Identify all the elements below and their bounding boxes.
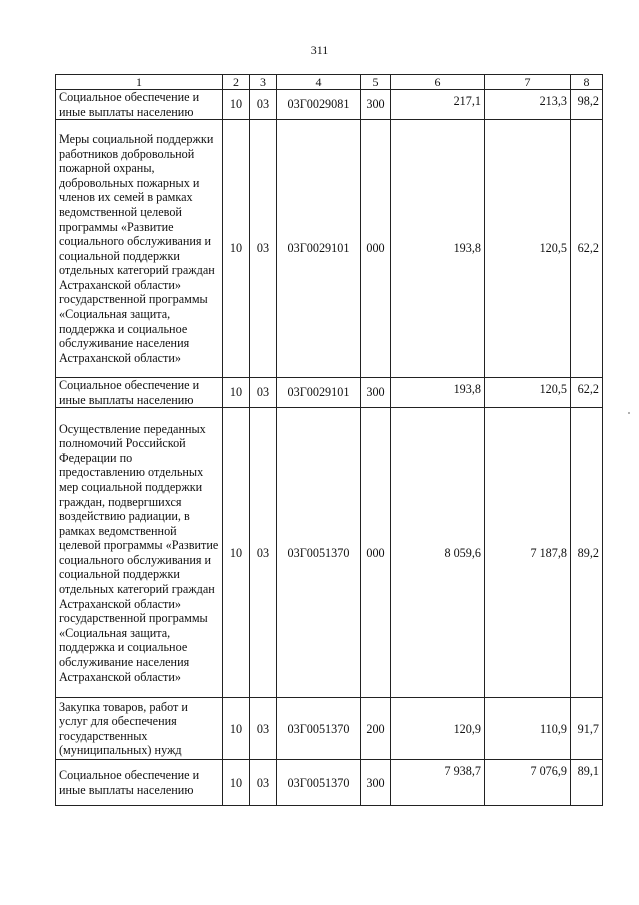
row-name: Меры социальной поддержки работников добровольной пожарной охраны, добровольных пожарных и членов их семей в рамках ведомственной целевой программы «Развитие социального обслуживания и социальной поддержки отдельных категорий граждан Астраханской области» государственной программы «Социальная защита, поддержка и социальное обслуживание населения Астраханской области»: [56, 120, 223, 378]
cell-section: 10: [223, 698, 250, 760]
table-row: [56, 698, 603, 760]
cell-subsection: 03: [250, 378, 277, 408]
row-name: Социальное обеспечение и иные выплаты населению: [56, 378, 223, 408]
cell-value-7: 120,5: [485, 120, 571, 378]
cell-expense-type: 200: [361, 698, 391, 760]
column-header: 6: [391, 75, 485, 90]
table-row: [56, 378, 603, 408]
page-number: 311: [310, 43, 329, 57]
cell-value-8: 89,1: [571, 760, 603, 806]
cell-subsection: 03: [250, 698, 277, 760]
column-header: 7: [485, 75, 571, 90]
cell-value-7: 7 076,9: [485, 760, 571, 806]
row-name: Закупка товаров, работ и услуг для обеспечения государственных (муниципальных) нужд: [56, 698, 223, 760]
cell-target-code: 03Г0051370: [277, 698, 361, 760]
cell-section: 10: [223, 90, 250, 120]
cell-target-code: 03Г0051370: [277, 408, 361, 698]
cell-value-8: 98,2: [571, 90, 603, 120]
cell-value-8: 62,2: [571, 120, 603, 378]
cell-target-code: 03Г0051370: [277, 760, 361, 806]
cell-value-6: 120,9: [391, 698, 485, 760]
column-header: 4: [277, 75, 361, 90]
budget-table: [55, 74, 603, 806]
cell-value-7: 120,5: [485, 378, 571, 408]
cell-expense-type: 300: [361, 378, 391, 408]
column-header: 8: [571, 75, 603, 90]
cell-target-code: 03Г0029081: [277, 90, 361, 120]
row-name: Социальное обеспечение и иные выплаты населению: [56, 760, 223, 806]
cell-target-code: 03Г0029101: [277, 378, 361, 408]
cell-value-8: 89,2: [571, 408, 603, 698]
cell-section: 10: [223, 760, 250, 806]
table-row: [56, 408, 603, 698]
table-header-row: [56, 75, 603, 90]
cell-value-8: 62,2: [571, 378, 603, 408]
cell-value-6: 217,1: [391, 90, 485, 120]
cell-value-6: 8 059,6: [391, 408, 485, 698]
cell-subsection: 03: [250, 120, 277, 378]
cell-subsection: 03: [250, 90, 277, 120]
column-header: 3: [250, 75, 277, 90]
cell-value-7: 110,9: [485, 698, 571, 760]
cell-expense-type: 000: [361, 120, 391, 378]
cell-section: 10: [223, 408, 250, 698]
cell-target-code: 03Г0029101: [277, 120, 361, 378]
cell-subsection: 03: [250, 408, 277, 698]
cell-section: 10: [223, 120, 250, 378]
cell-value-7: 213,3: [485, 90, 571, 120]
cell-section: 10: [223, 378, 250, 408]
cell-expense-type: 300: [361, 760, 391, 806]
cell-value-6: 193,8: [391, 378, 485, 408]
cell-expense-type: 000: [361, 408, 391, 698]
cell-value-8: 91,7: [571, 698, 603, 760]
cell-value-7: 7 187,8: [485, 408, 571, 698]
cell-expense-type: 300: [361, 90, 391, 120]
cell-subsection: 03: [250, 760, 277, 806]
scan-artifact: [628, 412, 630, 414]
column-header: 5: [361, 75, 391, 90]
table-row: [56, 760, 603, 806]
cell-value-6: 7 938,7: [391, 760, 485, 806]
column-header: 2: [223, 75, 250, 90]
row-name: Осуществление переданных полномочий Российской Федерации по предоставлению отдельных мер социальной поддержки граждан, подвергшихся воздействию радиации, в рамках ведомственной целевой программы «Развитие социального обслуживания и социальной поддержки отдельных категорий граждан Астраханской области» государственной программы «Социальная защита, поддержка и социальное обслуживание населения Астраханской области»: [56, 408, 223, 698]
cell-value-6: 193,8: [391, 120, 485, 378]
row-name: Социальное обеспечение и иные выплаты населению: [56, 90, 223, 120]
table-row: [56, 120, 603, 378]
table-row: [56, 90, 603, 120]
column-header: 1: [56, 75, 223, 90]
